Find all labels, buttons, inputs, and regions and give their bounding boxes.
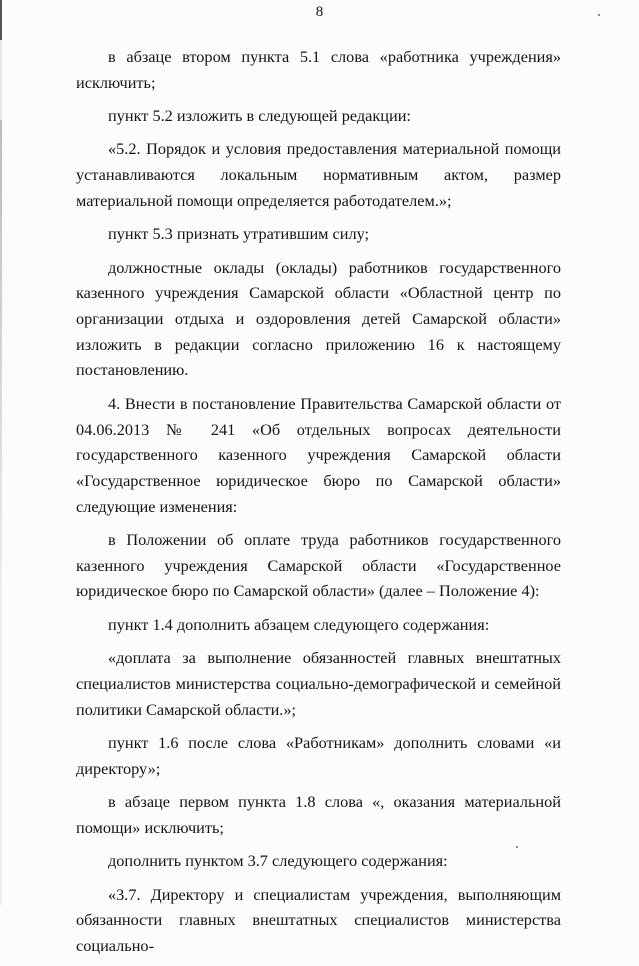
paragraph: «5.2. Порядок и условия предоставления материальной помощи устанавливаются локальным нормативным актом, размер материальной помощи определяется работодателем.»; bbox=[76, 139, 561, 210]
paragraph: в Положении об оплате труда работников государственного казенного учреждения Самарской области «Государственное юридическое бюро по Самарской области» (далее – Положение 4): bbox=[76, 530, 561, 601]
paragraph: пункт 1.6 после слова «Работникам» дополнить словами «и директору»; bbox=[76, 733, 561, 778]
paragraph: в абзаце втором пункта 5.1 слова «работника учреждения» исключить; bbox=[76, 47, 561, 92]
paragraph: должностные оклады (оклады) работников государственного казенного учреждения Самарской области «Областной центр по организации отдыха и оздоровления детей Самарской области» изложить в редакции согласно приложению 16 к настоящему постановлению. bbox=[76, 257, 561, 380]
paragraph: «3.7. Директору и специалистам учреждения, выполняющим обязанности главных внештатных специалистов министерства социально- bbox=[76, 884, 561, 956]
paragraph: 4. Внести в постановление Правительства Самарской области от 04.06.2013 № 241 «Об отдельных вопросах деятельности государственного казенного учреждения Самарской области «Государственное юридическое бюро по Самарской области» следующие изменения: bbox=[76, 393, 561, 516]
scan-edge bbox=[0, 0, 2, 905]
paragraph: пункт 5.3 признать утратившим силу; bbox=[108, 224, 370, 244]
paragraph: пункт 1.4 дополнить абзацем следующего содержания: bbox=[108, 614, 490, 634]
paragraph: «доплата за выполнение обязанностей главных внештатных специалистов министерства социально-демографической и семейной политики Самарской области.»; bbox=[76, 648, 561, 719]
paragraph: пункт 5.2 изложить в следующей редакции: bbox=[108, 106, 411, 126]
paragraph: в абзаце первом пункта 1.8 слова «, оказания материальной помощи» исключить; bbox=[76, 792, 561, 837]
page-number: 8 bbox=[315, 4, 324, 20]
paragraph: дополнить пунктом 3.7 следующего содержания: bbox=[108, 851, 448, 871]
document-body bbox=[76, 44, 561, 966]
